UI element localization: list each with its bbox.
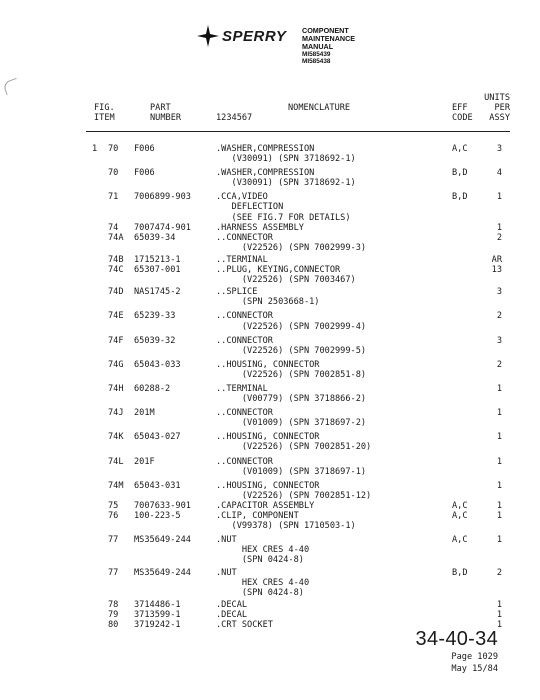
nomenclature-line: (V30091) (SPN 3718692-1) (216, 154, 356, 165)
item-number: 74C (108, 265, 124, 276)
item-number: 70 (108, 168, 119, 179)
units-per-assy: 1 (496, 511, 502, 522)
chapter-page-code: 34-40-34 (415, 628, 498, 650)
sperry-logo (196, 24, 286, 48)
nomenclature-line: ..TERMINAL (216, 254, 268, 265)
nomenclature-line: HEX CRES 4-40 (216, 577, 310, 588)
table-row (0, 600, 540, 610)
item-number: 74B (108, 254, 124, 265)
part-number: 3713599-1 (134, 609, 181, 620)
table-row (0, 432, 540, 456)
part-number: 65307-001 (134, 265, 181, 276)
nomenclature-line: ..CONNECTOR (216, 311, 273, 322)
brand-name: SPERRY (222, 27, 287, 45)
eff-code: A,C (452, 511, 468, 522)
part-number: 7007633-901 (134, 500, 191, 511)
manual-title-line: COMPONENT (302, 26, 349, 35)
part-number: NAS1745-2 (134, 287, 181, 298)
eff-code: A,C (452, 500, 468, 511)
part-number: 201F (134, 456, 155, 467)
table-row (0, 255, 540, 265)
part-number-header: PART NUMBER (150, 103, 182, 123)
units-per-assy: 2 (496, 359, 502, 370)
part-number: 60288-2 (134, 383, 171, 394)
part-number: F006 (134, 144, 155, 154)
table-row (0, 360, 540, 384)
item-number: 77 (108, 567, 119, 578)
item-number: 74H (108, 383, 124, 394)
nomenclature-line: ..CONNECTOR (216, 335, 273, 346)
table-row (0, 311, 540, 335)
units-per-assy: 1 (496, 480, 502, 491)
units-per-assy: 3 (496, 335, 502, 346)
part-number: 3719242-1 (134, 619, 181, 630)
table-row (0, 233, 540, 255)
nomenclature-line: (V01009) (SPN 3718697-1) (216, 466, 367, 477)
nomenclature-line: (V22526) (SPN 7002999-4) (216, 321, 367, 332)
part-number: 65239-33 (134, 311, 176, 322)
nomenclature-line: ..CONNECTOR (216, 232, 273, 243)
fig-item-header: FIG. ITEM (94, 103, 115, 123)
nomenclature-line: .HARNESS ASSEMBLY (216, 222, 304, 233)
nomenclature-line: .DECAL (216, 609, 248, 620)
item-number: 70 (108, 144, 119, 154)
part-number: 7006899-903 (134, 192, 191, 203)
item-number: 74 (108, 222, 119, 233)
item-number: 74G (108, 359, 124, 370)
part-number: 7007474-901 (134, 222, 191, 233)
item-number: 74E (108, 311, 124, 322)
header-rule (86, 131, 510, 132)
table-row (0, 457, 540, 481)
table-row (0, 384, 540, 408)
units-per-assy: 4 (496, 168, 502, 179)
nomenclature-line: (V22526) (SPN 7002999-5) (216, 345, 367, 356)
nomenclature-line: ..HOUSING, CONNECTOR (216, 359, 320, 370)
revision-date: May 15/84 (451, 664, 498, 674)
part-number: MS35649-244 (134, 567, 191, 578)
nomenclature-line: (V22526) (SPN 7002851-8) (216, 369, 367, 380)
item-number: 71 (108, 192, 119, 203)
eff-code: B,D (452, 168, 468, 179)
units-per-assy-header: UNITS PER ASSY (484, 93, 510, 123)
nomenclature-line: .CLIP, COMPONENT (216, 511, 299, 522)
units-per-assy: 1 (496, 456, 502, 467)
item-number: 75 (108, 500, 119, 511)
nomenclature-line: ..TERMINAL (216, 383, 268, 394)
part-number: 65043-031 (134, 480, 181, 491)
table-row (0, 287, 540, 311)
nomenclature-line: .NUT (216, 535, 237, 546)
item-number: 77 (108, 535, 119, 546)
table-row (0, 610, 540, 620)
nomenclature-line: DEFLECTION (216, 202, 284, 213)
nomenclature-line: HEX CRES 4-40 (216, 545, 310, 556)
fig-number: 1 (92, 144, 98, 154)
item-number: 76 (108, 511, 119, 522)
item-number: 74A (108, 232, 124, 243)
eff-code: B,D (452, 192, 468, 203)
manual-number: MI585439 (302, 51, 331, 58)
item-number: 74J (108, 408, 124, 419)
nomenclature-line: (SPN 0424-8) (216, 555, 304, 566)
manual-title-block (302, 27, 422, 66)
nomenclature-line: (V22526) (SPN 7002851-20) (216, 442, 372, 453)
table-row (0, 568, 540, 600)
units-per-assy: 1 (496, 383, 502, 394)
table-row (0, 501, 540, 511)
part-number: 201M (134, 408, 155, 419)
units-per-assy: 1 (496, 192, 502, 203)
part-number: 65039-34 (134, 232, 176, 243)
units-per-assy: 1 (496, 609, 502, 620)
units-per-assy: 2 (496, 311, 502, 322)
table-row (0, 408, 540, 432)
item-number: 74M (108, 480, 124, 491)
nomenclature-line: .WASHER,COMPRESSION (216, 168, 315, 179)
table-row (0, 265, 540, 287)
item-number: 78 (108, 599, 119, 610)
nomenclature-line: .NUT (216, 567, 237, 578)
nomenclature-line: .WASHER,COMPRESSION (216, 144, 315, 154)
nomenclature-line: (SEE FIG.7 FOR DETAILS) (216, 212, 351, 223)
units-per-assy: 2 (496, 232, 502, 243)
part-number: 65043-027 (134, 432, 181, 443)
units-per-assy: 1 (496, 500, 502, 511)
nomenclature-line: .CCA,VIDEO (216, 192, 268, 203)
eff-code-header: EFF CODE (452, 103, 473, 123)
nomenclature-line: (V22526) (SPN 7002999-3) (216, 242, 367, 253)
column-headers (0, 93, 540, 127)
part-number: 65039-32 (134, 335, 176, 346)
part-number: 65043-033 (134, 359, 181, 370)
table-row (0, 144, 540, 168)
table-row (0, 336, 540, 360)
part-number: F006 (134, 168, 155, 179)
table-row (0, 511, 540, 535)
units-per-assy: 1 (496, 599, 502, 610)
units-per-assy: 3 (496, 287, 502, 298)
nomenclature-line: (V99378) (SPN 1710503-1) (216, 521, 356, 532)
parts-list-table (0, 144, 540, 630)
units-per-assy: AR (491, 254, 502, 265)
page-footer (416, 628, 498, 674)
nomenclature-line: (V30091) (SPN 3718692-1) (216, 178, 356, 189)
nomenclature-line: (V22526) (SPN 7002851-12) (216, 490, 372, 501)
part-number: 1715213-1 (134, 254, 181, 265)
manual-title-line: MAINTENANCE (302, 34, 356, 43)
nomenclature-line: .CAPACITOR ASSEMBLY (216, 500, 315, 511)
item-number: 79 (108, 609, 119, 620)
nomenclature-line: ..CONNECTOR (216, 408, 273, 419)
table-row (0, 192, 540, 222)
units-per-assy: 1 (496, 535, 502, 546)
part-number: MS35649-244 (134, 535, 191, 546)
nomenclature-line: (V22526) (SPN 7003467) (216, 275, 356, 286)
eff-code: B,D (452, 567, 468, 578)
manual-title-line: MANUAL (302, 42, 334, 51)
table-row (0, 223, 540, 233)
nomenclature-line: .DECAL (216, 599, 248, 610)
indent-level-header: 1234567 (216, 113, 253, 123)
units-per-assy: 2 (496, 567, 502, 578)
units-per-assy: 1 (496, 222, 502, 233)
nomenclature-line: ..PLUG, KEYING,CONNECTOR (216, 265, 341, 276)
manual-number: MI585438 (302, 58, 331, 66)
units-per-assy: 3 (496, 144, 502, 154)
item-number: 74L (108, 456, 124, 467)
nomenclature-line: ..SPLICE (216, 287, 258, 298)
nomenclature-line: (SPN 0424-8) (216, 587, 304, 598)
nomenclature-line: ..HOUSING, CONNECTOR (216, 432, 320, 443)
units-per-assy: 1 (496, 432, 502, 443)
nomenclature-line: ..HOUSING, CONNECTOR (216, 480, 320, 491)
eff-code: A,C (452, 144, 468, 154)
table-row (0, 535, 540, 567)
sperry-star-icon (196, 24, 220, 48)
item-number: 80 (108, 619, 119, 630)
nomenclature-line: (SPN 2503668-1) (216, 297, 320, 308)
nomenclature-line: (V00779) (SPN 3718866-2) (216, 394, 367, 405)
units-per-assy: 1 (496, 619, 502, 630)
table-row (0, 481, 540, 501)
item-number: 74K (108, 432, 124, 443)
item-number: 74D (108, 287, 124, 298)
nomenclature-line: ..CONNECTOR (216, 456, 273, 467)
units-per-assy: 13 (491, 265, 502, 276)
item-number: 74F (108, 335, 124, 346)
part-number: 3714486-1 (134, 599, 181, 610)
nomenclature-header: NOMENCLATURE (288, 103, 351, 113)
nomenclature-line: (V01009) (SPN 3718697-2) (216, 418, 367, 429)
table-row (0, 168, 540, 192)
nomenclature-line: .CRT SOCKET (216, 619, 273, 630)
part-number: 100-223-5 (134, 511, 181, 522)
units-per-assy: 1 (496, 408, 502, 419)
page-number: Page 1029 (451, 652, 498, 662)
eff-code: A,C (452, 535, 468, 546)
